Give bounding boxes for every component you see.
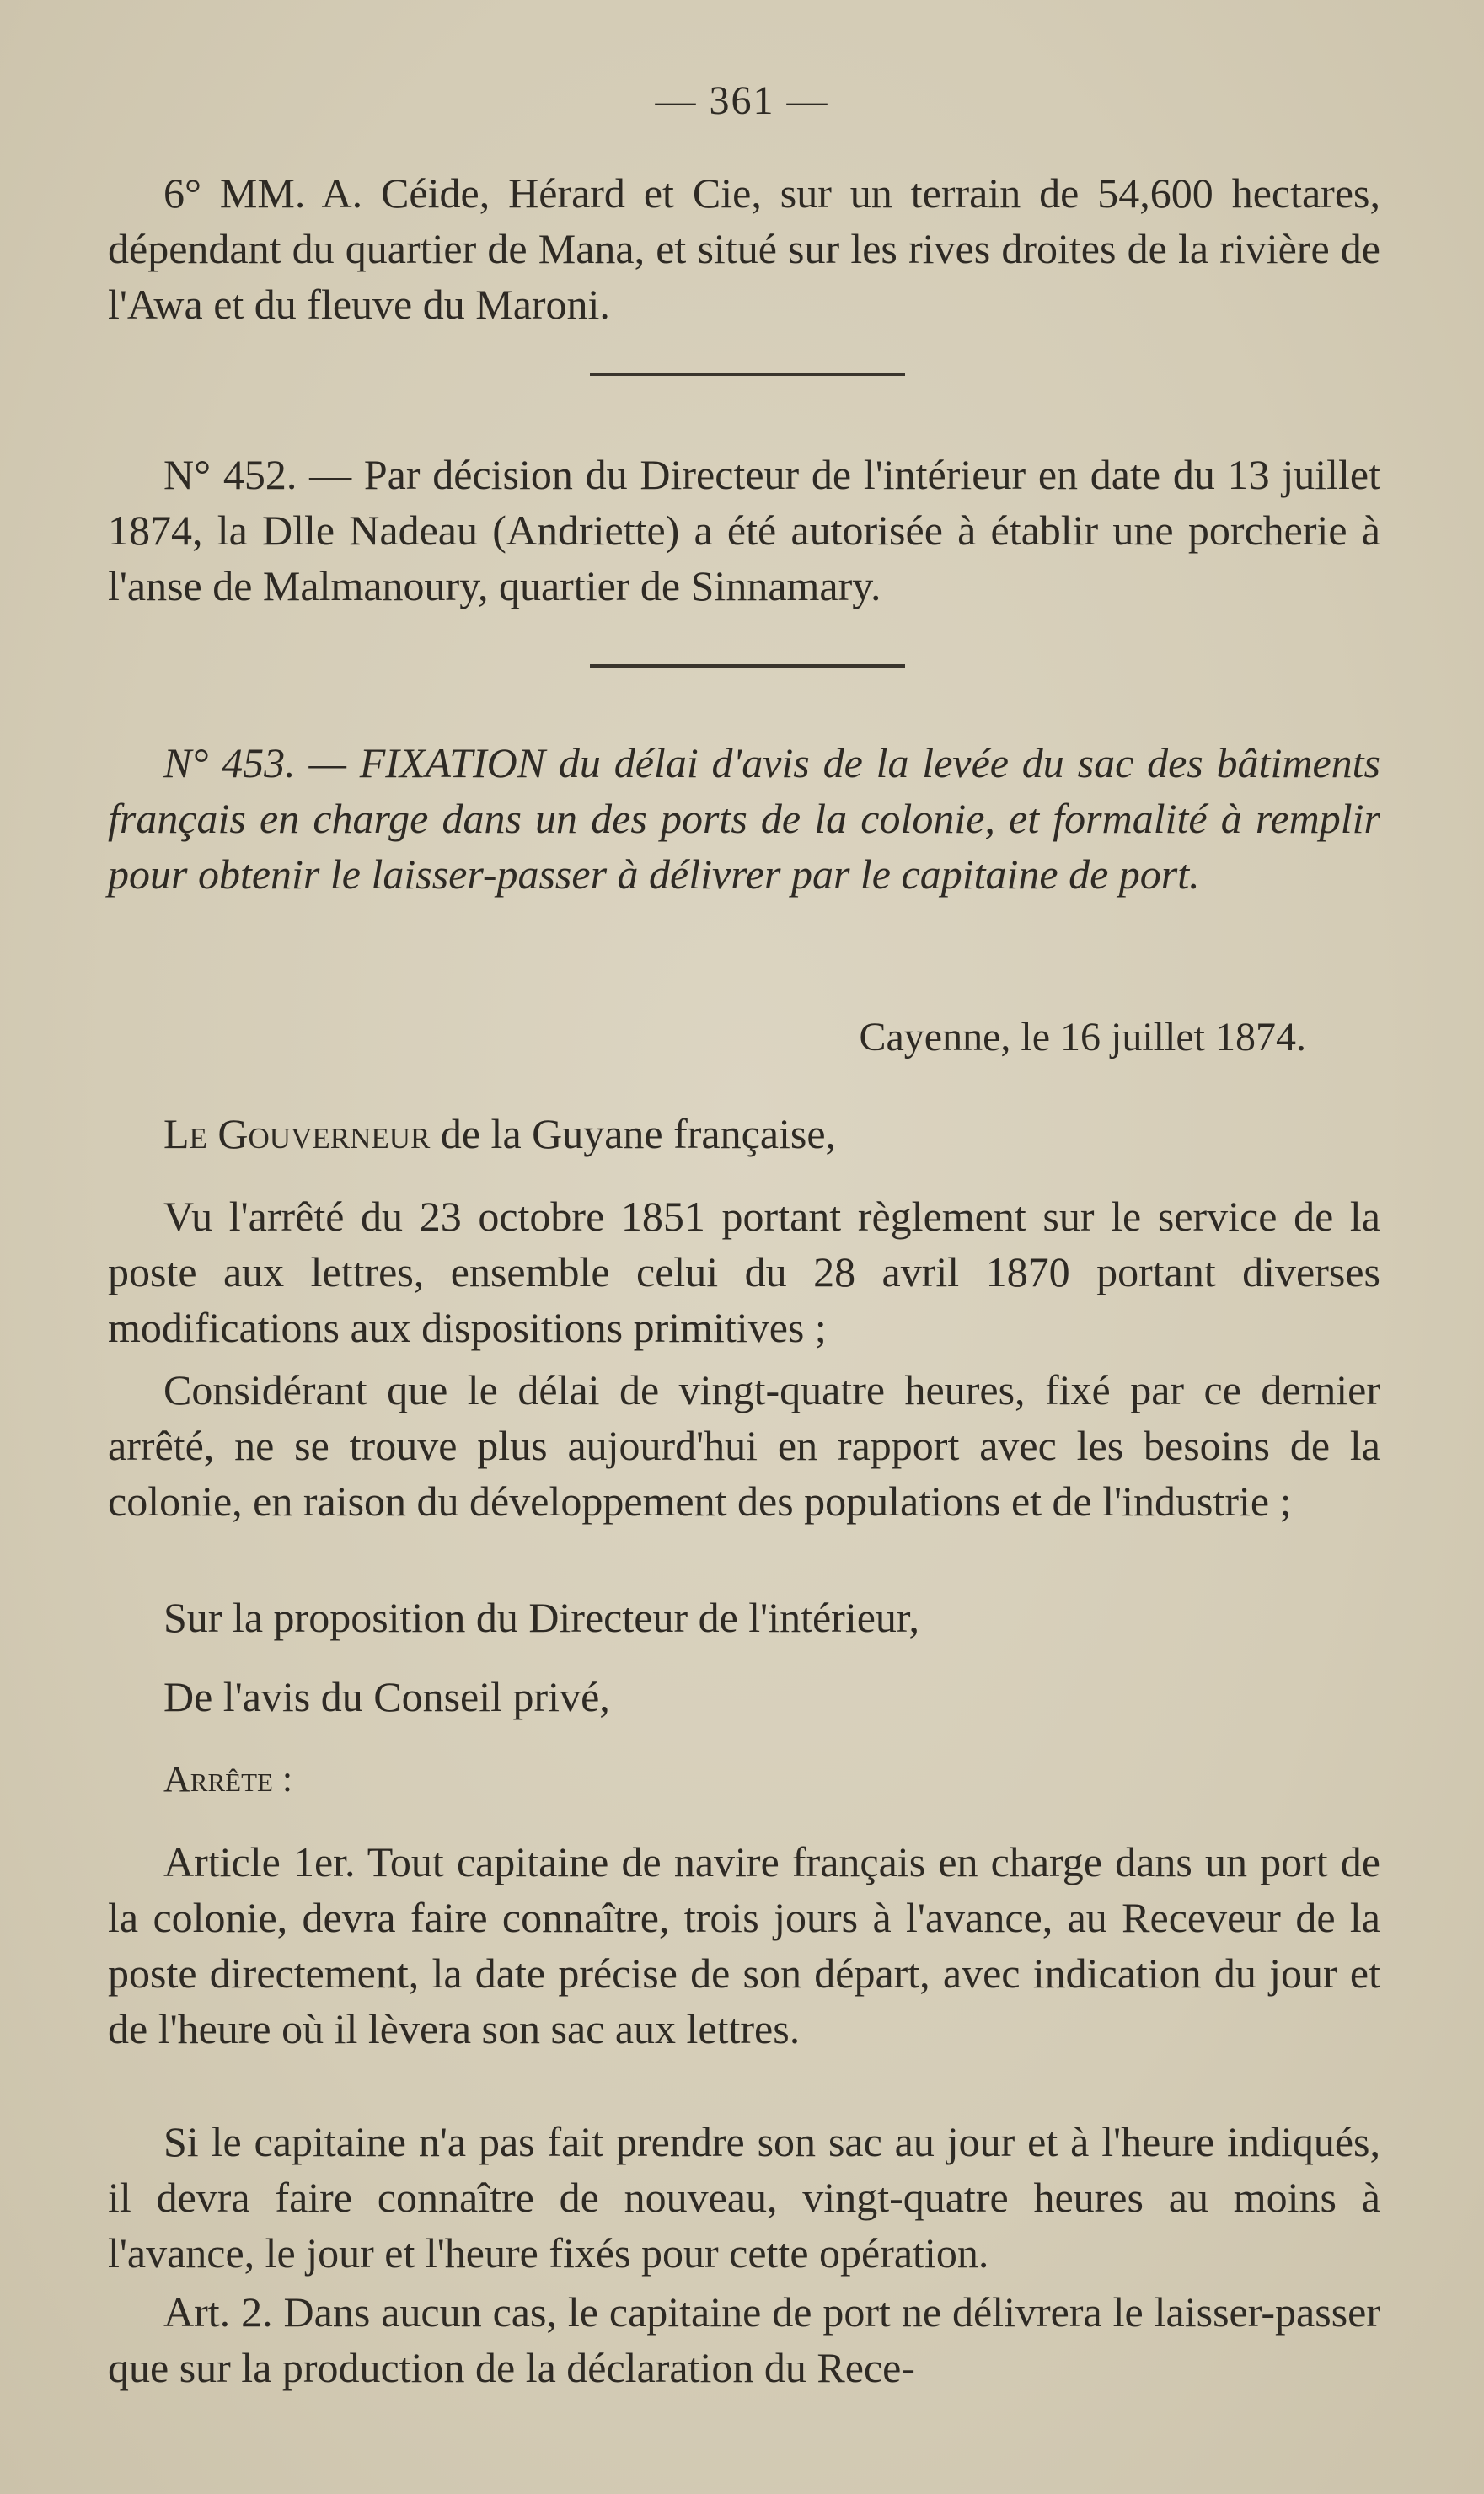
governor-line bbox=[108, 1106, 1380, 1161]
paragraph-proposition: Sur la proposition du Directeur de l'intérieur, bbox=[163, 1594, 920, 1641]
paragraph-article-1: Article 1er. Tout capitaine de navire français en charge dans un port de la colonie, devra faire connaître, trois jours à l'avance, au Receveur de la poste directement, la date précise de son départ, avec indication du jour et de l'heure où il lèvera son sac aux lettres. bbox=[108, 1838, 1380, 2052]
governor-title: Le Gouverneur bbox=[163, 1110, 431, 1157]
date-line: Cayenne, le 16 juillet 1874. bbox=[859, 1015, 1306, 1059]
page-number: — 361 — bbox=[655, 78, 829, 123]
paragraph-vu: Vu l'arrêté du 23 octobre 1851 portant règlement sur le service de la poste aux lettres, ensemble celui du 28 avril 1870 portant diverses modifications aux dispositions primitives ; bbox=[108, 1193, 1380, 1351]
governor-rest: de la Guyane française, bbox=[430, 1110, 837, 1157]
paragraph-considerant: Considérant que le délai de vingt-quatre heures, fixé par ce dernier arrêté, ne se trouve plus aujourd'hui en rapport avec les besoins de la colonie, en raison du développement des populations et de l'industrie ; bbox=[108, 1366, 1380, 1525]
paragraph-si-capitaine: Si le capitaine n'a pas fait prendre son sac au jour et à l'heure indiqués, il devra faire connaître de nouveau, vingt-quatre heures au moins à l'avance, le jour et l'heure fixés pour cette opération. bbox=[108, 2118, 1380, 2277]
separator-rule-1 bbox=[590, 373, 905, 376]
paragraph-heading-453: N° 453. — FIXATION du délai d'avis de la levée du sac des bâtiments français en charge dans un des ports de la colonie, et formalité à remplir pour obtenir le laisser-passer à délivrer par le capitaine de port. bbox=[108, 739, 1380, 898]
paragraph-article-2: Art. 2. Dans aucun cas, le capitaine de port ne délivrera le laisser-passer que sur la production de la déclaration du Rece- bbox=[108, 2288, 1380, 2391]
separator-rule-2 bbox=[590, 664, 905, 668]
paragraph-concession: 6° MM. A. Céide, Hérard et Cie, sur un terrain de 54,600 hectares, dépendant du quartier de Mana, et situé sur les rives droites de la rivière de l'Awa et du fleuve du Maroni. bbox=[108, 169, 1380, 328]
arrete-label: Arrête : bbox=[163, 1758, 293, 1799]
paragraph-avis: De l'avis du Conseil privé, bbox=[163, 1673, 610, 1720]
paragraph-decision-452: N° 452. — Par décision du Directeur de l'intérieur en date du 13 juillet 1874, la Dlle Nadeau (Andriette) a été autorisée à établir une porcherie à l'anse de Malmanoury, quartier de Sinnamary. bbox=[108, 451, 1380, 609]
